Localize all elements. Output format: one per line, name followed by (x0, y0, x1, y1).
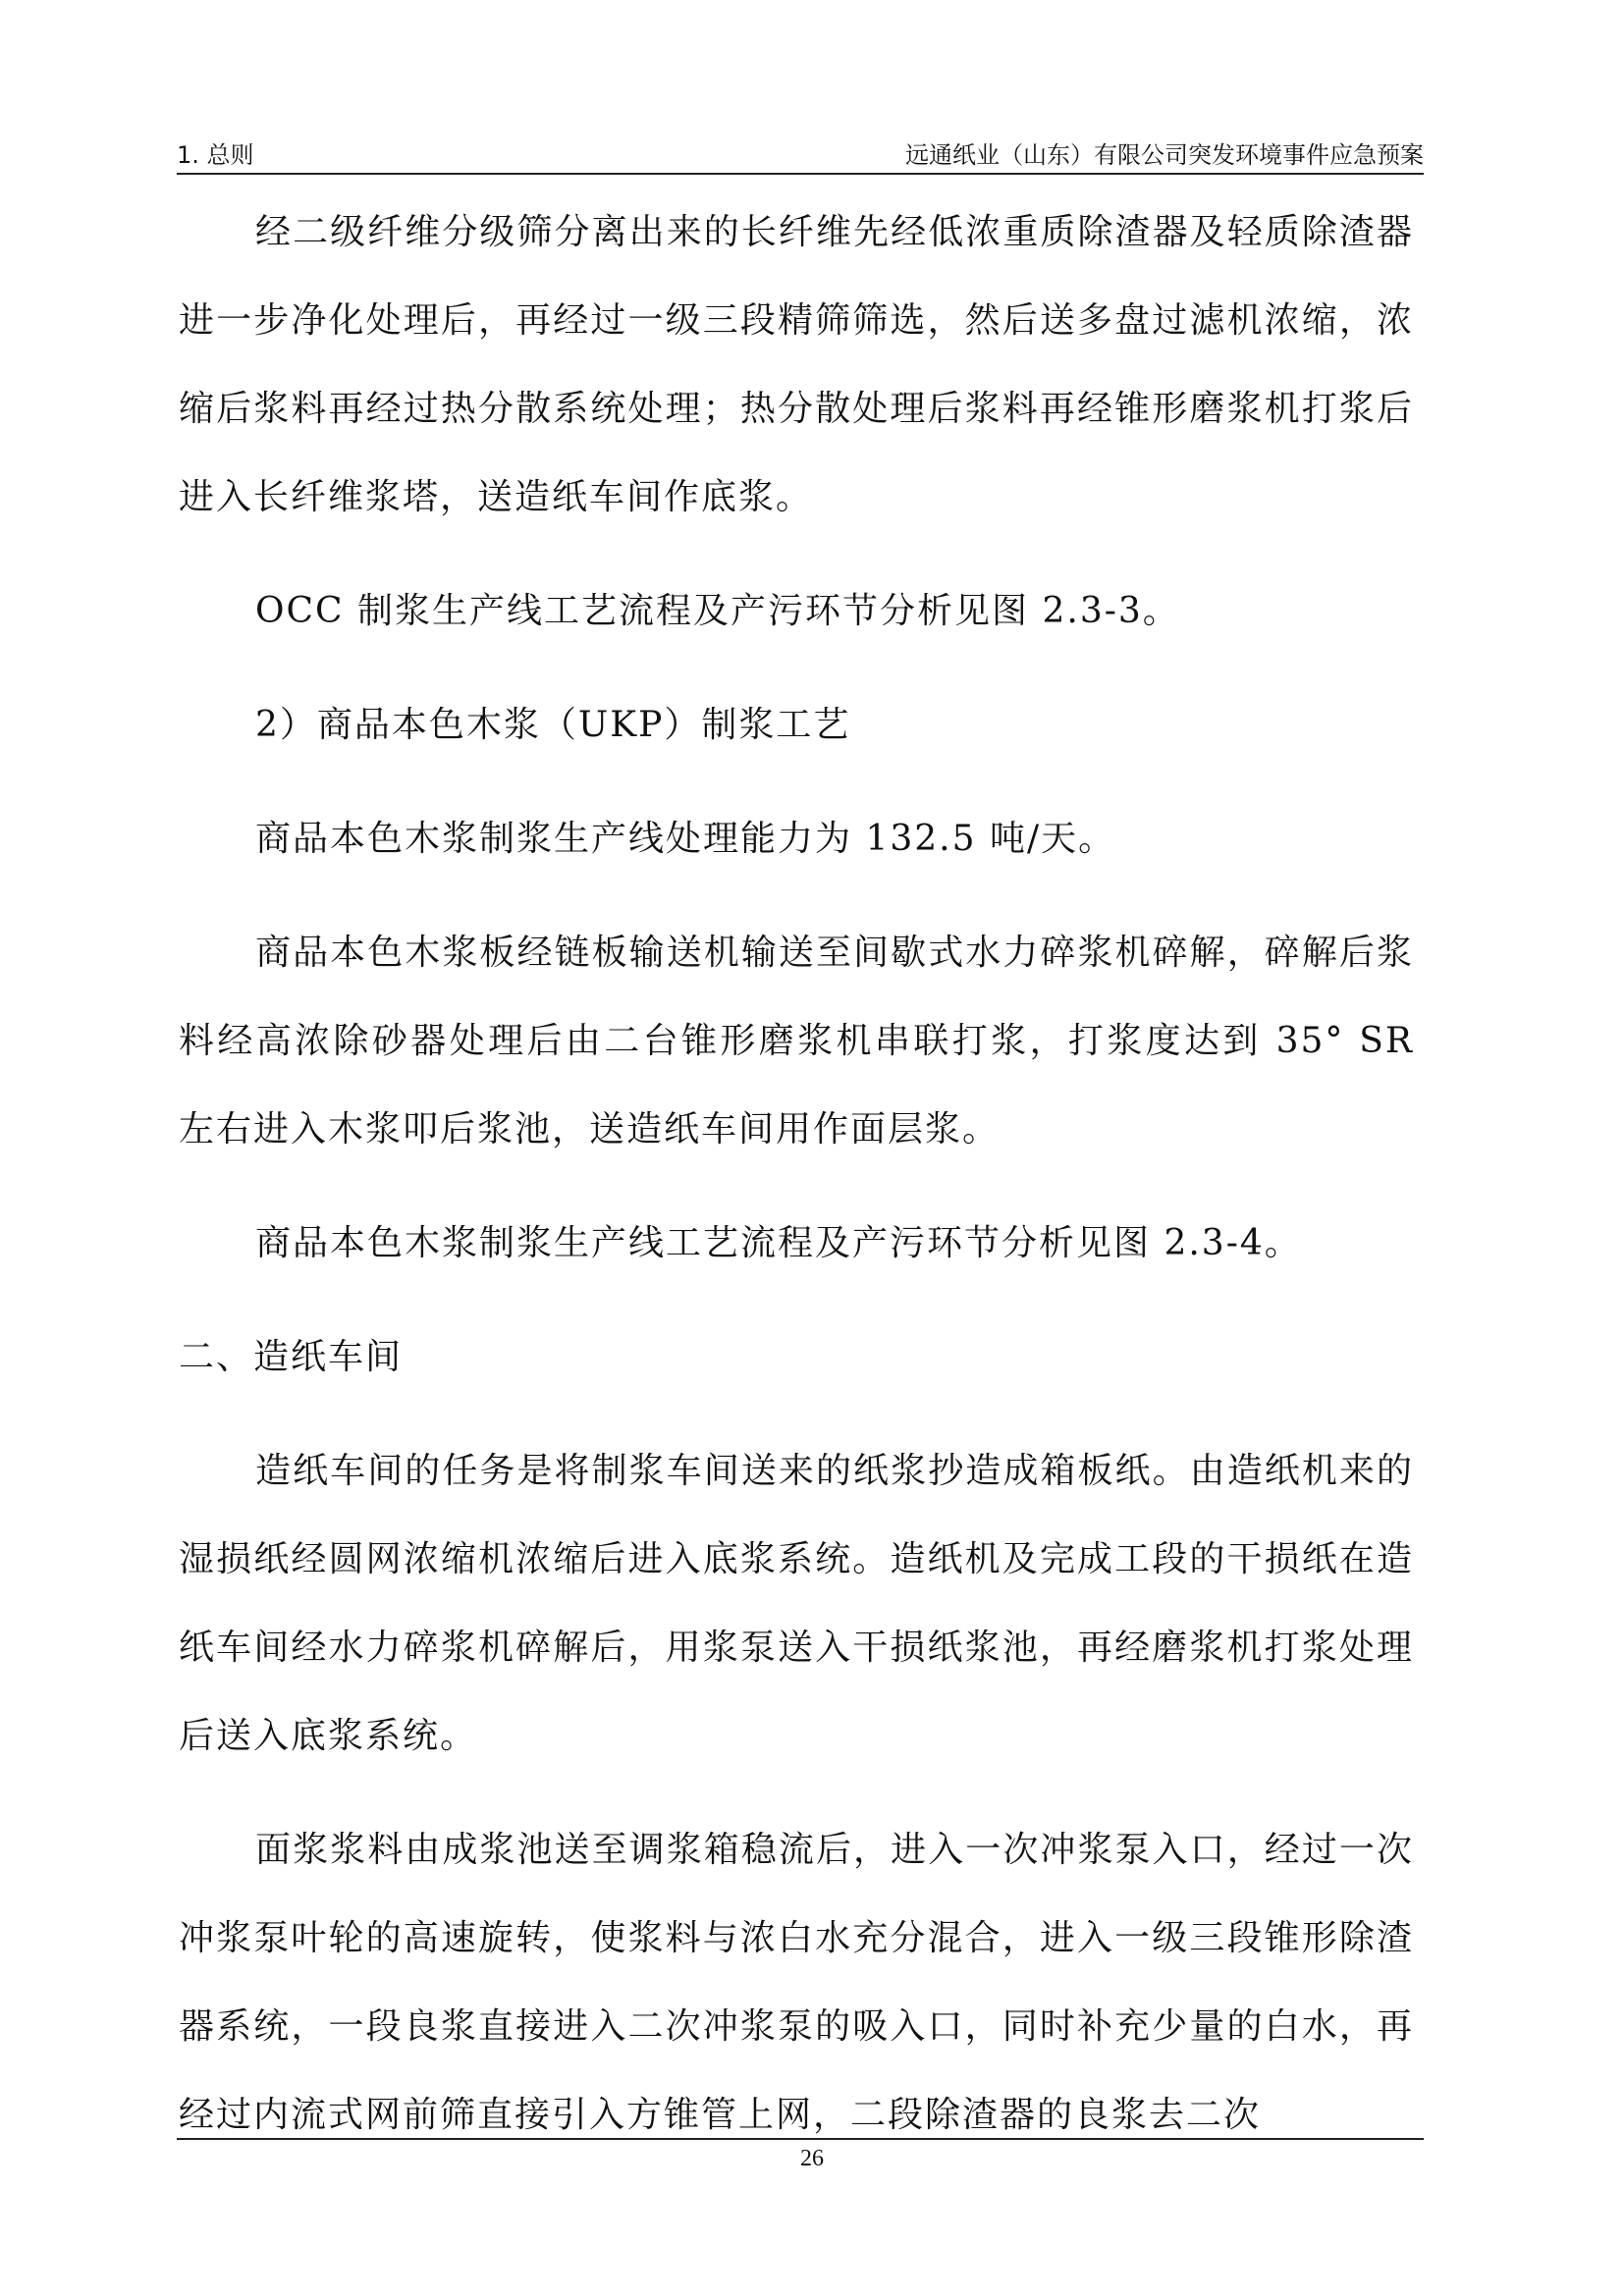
page-number: 26 (800, 2146, 824, 2171)
paragraph-occ-figure-ref: OCC 制浆生产线工艺流程及产污环节分析见图 2.3-3。 (255, 591, 1180, 631)
paragraph-top-stock: 面浆浆料由成浆池送至调浆箱稳流后，进入一次冲浆泵入口，经过一次冲浆泵叶轮的高速旋转，使浆料与浓白水充分混合，进入一级三段锥形除渣器系统，一段良浆直接进入二次冲浆泵的吸入口，同时补充少量的白水，再经过内流式网前筛直接引入方锥管上网，二段除渣器的良浆去二次 (179, 1830, 1414, 2135)
header-divider (177, 173, 1424, 175)
document-body (179, 188, 1414, 2185)
paragraph-paper-workshop: 造纸车间的任务是将制浆车间送来的纸浆抄造成箱板纸。由造纸机来的湿损纸经圆网浓缩机浓缩后进入底浆系统。造纸机及完成工段的干损纸在造纸车间经水力碎浆机碎解后，用浆泵送入干损纸浆池，再经磨浆机打浆处理后送入底浆系统。 (179, 1451, 1414, 1756)
header-chapter: 1. 总则 (177, 141, 254, 169)
paragraph-ukp-capacity: 商品本色木浆制浆生产线处理能力为 132.5 吨/天。 (255, 819, 1116, 859)
paragraph-ukp-process: 商品本色木浆板经链板输送机输送至间歇式水力碎浆机碎解，碎解后浆料经高浓除砂器处理后由二台锥形磨浆机串联打浆，打浆度达到 35° SR 左右进入木浆叩后浆池，送造纸车间用作面层浆。 (179, 933, 1414, 1149)
paragraph-long-fiber-process: 经二级纤维分级筛分离出来的长纤维先经低浓重质除渣器及轻质除渣器进一步净化处理后，再经过一级三段精筛筛选，然后送多盘过滤机浓缩，浓缩后浆料再经过热分散系统处理；热分散处理后浆料再经锥形磨浆机打浆后进入长纤维浆塔，送造纸车间作底浆。 (179, 212, 1414, 517)
page-header (177, 135, 1424, 175)
paragraph-ukp-figure-ref: 商品本色木浆制浆生产线工艺流程及产污环节分析见图 2.3-4。 (255, 1223, 1302, 1263)
header-document-title: 远通纸业（山东）有限公司突发环境事件应急预案 (905, 141, 1424, 169)
subheading-ukp-process: 2）商品本色木浆（UKP）制浆工艺 (255, 705, 851, 745)
footer-divider (177, 2138, 1424, 2140)
section-heading-paper-workshop: 二、造纸车间 (179, 1337, 404, 1377)
